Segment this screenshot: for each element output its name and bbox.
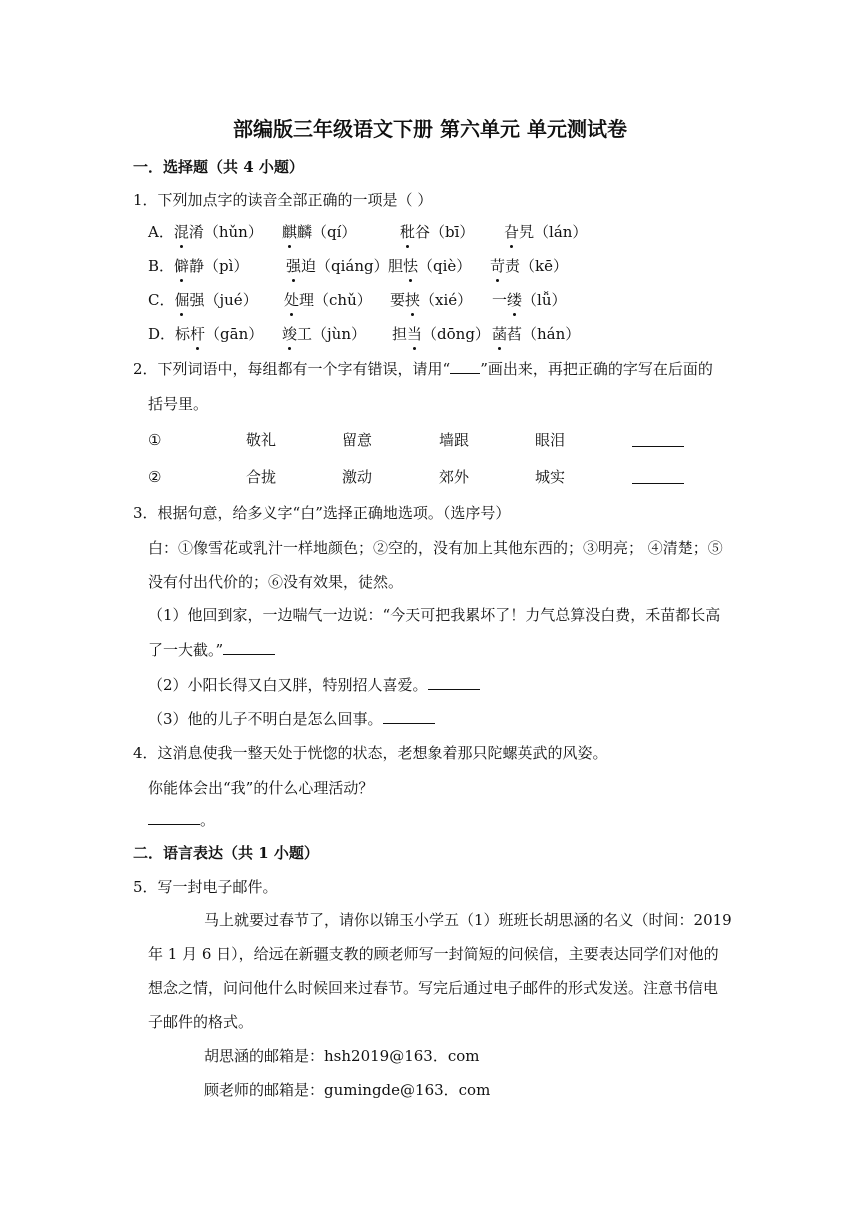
question-4-answer: 。 (148, 810, 215, 830)
question-3-stem: 3．根据句意，给多义字“白”选择正确地选项。（选序号） (133, 504, 511, 522)
question-5-para-line-1: 马上就要过春节了，请你以锦玉小学五（1）班班长胡思涵的名义（时间：2019 (204, 911, 732, 929)
question-4-stem: 4．这消息使我一整天处于恍惚的状态，老想象着那只陀螺英武的风姿。 (133, 744, 608, 762)
option-b-item-4: 苛责（kē） (490, 257, 568, 275)
answer-blank[interactable] (428, 675, 480, 690)
word: 眼泪 (535, 431, 566, 449)
question-4-ask: 你能体会出“我”的什么心理活动？ (148, 779, 374, 797)
answer-blank[interactable] (383, 709, 435, 724)
question-2-stem-cont: 括号里。 (148, 395, 209, 413)
sentence-3: （3）他的儿子不明白是怎么回事。 (148, 709, 435, 729)
word: 留意 (342, 431, 373, 449)
question-5-para-line-3: 想念之情，问问他什么时候回来过春节。写完后通过电子邮件的形式发送。注意书信电 (148, 979, 719, 997)
question-5-para-line-4: 子邮件的格式。 (148, 1013, 254, 1031)
question-2-stem: 2．下列词语中，每组都有一个字有错误，请用“ ”画出来，再把正确的字写在后面的 (133, 360, 713, 378)
question-5-para-line-2: 年 1 月 6 日），给远在新疆支教的顾老师写一封简短的问候信，主要表达同学们对他的 (148, 945, 719, 963)
option-d-item-3: 担当（dōng） (392, 325, 490, 343)
option-c-item-3: 要挟（xié） (390, 291, 473, 309)
answer-blank[interactable] (148, 810, 200, 825)
option-b-item-2: 强迫（qiáng） (286, 257, 389, 275)
question-1-stem: 1．下列加点字的读音全部正确的一项是（ ） (133, 191, 433, 209)
section-heading-choice: 一．选择题（共 4 小题） (133, 158, 304, 176)
word: 城实 (535, 468, 566, 486)
sentence-1-line-2: 了一大截。” (148, 640, 275, 660)
answer-blank[interactable] (632, 469, 684, 489)
definition-line-1: 白：①像雪花或乳汁一样地颜色；②空的，没有加上其他东西的；③明亮； ④清楚；⑤ (148, 539, 723, 557)
option-d-item-4: 菡萏（hán） (492, 325, 581, 343)
option-b-item-1: B．僻静（pì） (148, 257, 249, 275)
underline-sample (450, 359, 480, 374)
word: 墙跟 (439, 431, 470, 449)
answer-blank[interactable] (223, 640, 275, 655)
word: 合拢 (246, 468, 277, 486)
option-c-item-4: 一缕（lǚ） (492, 291, 567, 309)
definition-line-2: 没有付出代价的；⑥没有效果，徒然。 (148, 573, 404, 591)
word: 郊外 (439, 468, 470, 486)
email-gu: 顾老师的邮箱是：gumingde@163．com (204, 1081, 491, 1099)
page-title: 部编版三年级语文下册 第六单元 单元测试卷 (233, 117, 627, 141)
word: 激动 (342, 468, 373, 486)
question-5-stem: 5．写一封电子邮件。 (133, 878, 278, 896)
answer-blank[interactable] (632, 432, 684, 452)
option-a-item-3: 秕谷（bī） (400, 223, 475, 241)
sentence-2: （2）小阳长得又白又胖，特别招人喜爱。 (148, 675, 480, 695)
email-hu: 胡思涵的邮箱是：hsh2019@163．com (204, 1047, 480, 1065)
option-b-item-3: 胆怯（qiè） (388, 257, 472, 275)
option-a-item-4: 旮旯（lán） (504, 223, 588, 241)
row-number: ① (148, 431, 162, 449)
option-d-item-1: D．标杆（gān） (148, 325, 264, 343)
option-c-item-2: 处理（chǔ） (284, 291, 372, 309)
row-number: ② (148, 468, 162, 486)
option-a-item-1: A．混淆（hǔn） (148, 223, 263, 241)
option-a-item-2: 麒麟（qí） (282, 223, 357, 241)
sentence-1-line-1: （1）他回到家，一边喘气一边说：“今天可把我累坏了！力气总算没白费，禾苗都长高 (148, 606, 721, 624)
section-heading-expression: 二．语言表达（共 1 小题） (133, 844, 319, 862)
word: 敬礼 (246, 431, 277, 449)
option-c-item-1: C．倔强（jué） (148, 291, 258, 309)
option-d-item-2: 竣工（jùn） (282, 325, 366, 343)
